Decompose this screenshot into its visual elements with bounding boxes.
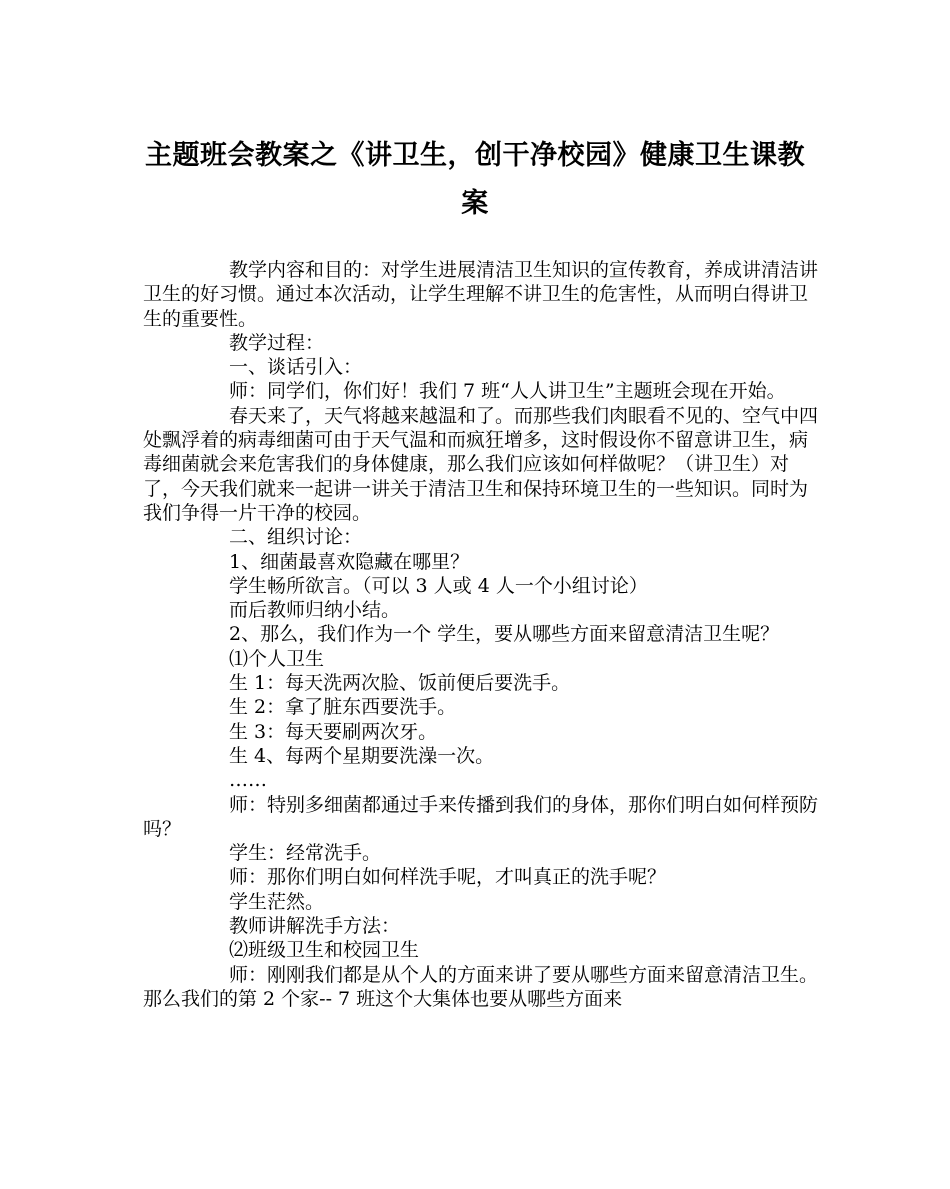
paragraph-process-heading: 教学过程： bbox=[229, 331, 325, 354]
section-heading-intro: 一、谈话引入： bbox=[229, 356, 363, 379]
paragraph-student-3: 生 3：每天要刷两次牙。 bbox=[229, 720, 438, 743]
paragraph-student-4: 生 4、每两个星期要洗澡一次。 bbox=[229, 744, 495, 767]
paragraph-students-discuss: 学生畅所欲言。（可以 3 人或 4 人一个小组讨论） bbox=[229, 574, 648, 597]
section-heading-discussion: 二、组织讨论： bbox=[229, 526, 363, 549]
paragraph-purpose: 教学内容和目的：对学生进展清洁卫生知识的宣传教育，养成讲清洁讲卫生的好习惯。通过本次活动，让学生理解不讲卫生的危害性，从而明白得讲卫生的重要性。 bbox=[143, 259, 819, 330]
subheading-class-school-hygiene: ⑵班级卫生和校园卫生 bbox=[229, 939, 420, 962]
title-line-1: 主题班会教案之《讲卫生，创干净校园》健康卫生课教 bbox=[145, 140, 805, 171]
document-body bbox=[143, 258, 823, 1011]
paragraph-student-1: 生 1：每天洗两次脸、饭前便后要洗手。 bbox=[229, 672, 571, 695]
paragraph-teacher-hands: 师：特别多细菌都通过手来传播到我们的身体，那你们明白如何样预防吗？ bbox=[143, 793, 819, 840]
paragraph-teacher-question: 师：那你们明白如何样洗手呢，才叫真正的洗手呢？ bbox=[229, 866, 667, 889]
paragraph-question-2: 2、那么，我们作为一个 学生，要从哪些方面来留意清洁卫生呢？ bbox=[229, 623, 780, 646]
paragraph-teacher-class: 师：刚刚我们都是从个人的方面来讲了要从哪些方面来留意清洁卫生。那么我们的第 2 个家-- 7 班这个大集体也要从哪些方面来 bbox=[143, 963, 819, 1010]
paragraph-spring: 春天来了，天气将越来越温和了。而那些我们肉眼看不见的、空气中四处飘浮着的病毒细菌可由于天气温和而疯狂增多，这时假设你不留意讲卫生，病毒细菌就会来危害我们的身体健康，那么我们应该如何样做呢？（讲卫生）对了，今天我们就来一起讲一讲关于清洁卫生和保持环境卫生的一些知识。同时为我们争得一片干净的校园。 bbox=[143, 404, 819, 524]
paragraph-teacher-summary: 而后教师归纳小结。 bbox=[229, 599, 401, 622]
paragraph-ellipsis: …… bbox=[229, 769, 267, 792]
paragraph-teacher-greeting: 师：同学们，你们好！我们 7 班“人人讲卫生”主题班会现在开始。 bbox=[229, 380, 786, 403]
paragraph-students-confused: 学生茫然。 bbox=[229, 890, 325, 913]
subheading-personal-hygiene: ⑴个人卫生 bbox=[229, 647, 325, 670]
paragraph-student-answer: 学生：经常洗手。 bbox=[229, 842, 382, 865]
document-title bbox=[120, 132, 830, 228]
paragraph-student-2: 生 2：拿了脏东西要洗手。 bbox=[229, 696, 457, 719]
paragraph-handwashing-method: 教师讲解洗手方法： bbox=[229, 915, 401, 938]
title-line-2: 案 bbox=[461, 188, 489, 219]
paragraph-question-1: 1、细菌最喜欢隐藏在哪里？ bbox=[229, 550, 470, 573]
